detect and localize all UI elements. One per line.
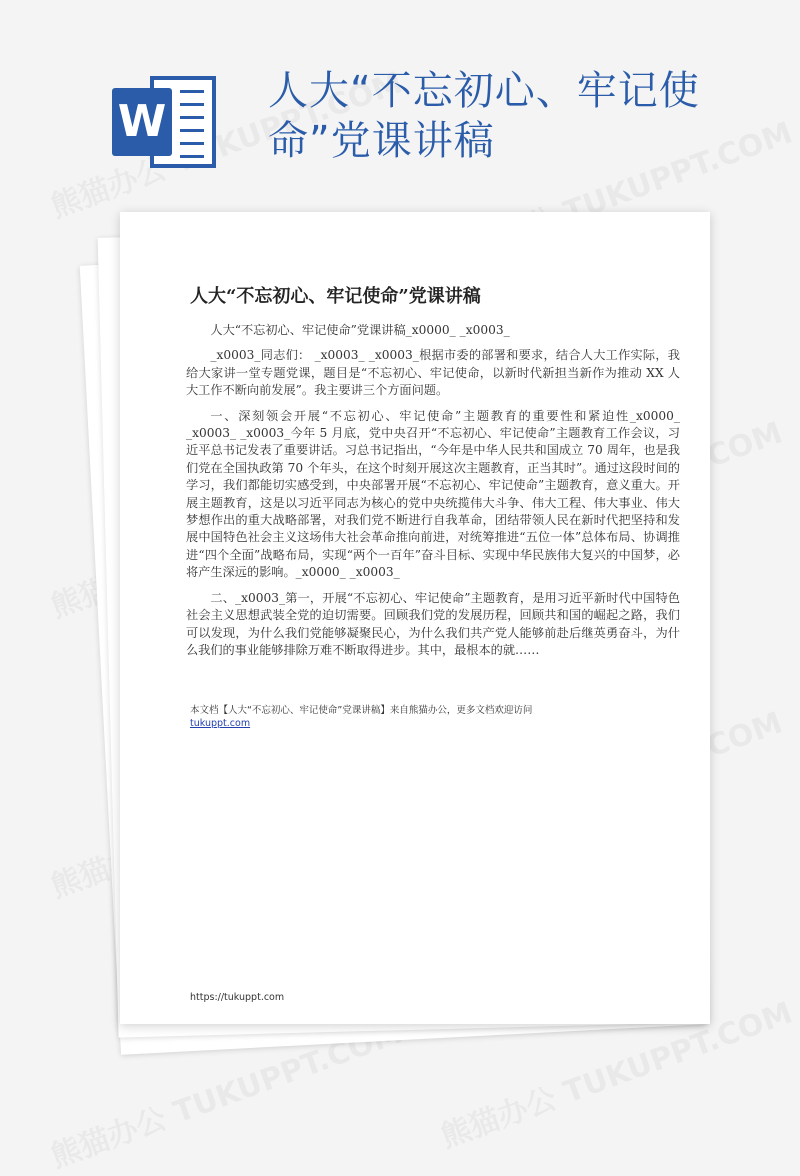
source-footnote	[190, 704, 670, 730]
paragraph: 人大“不忘初心、牢记使命”党课讲稿_x0000_ _x0003_	[210, 323, 510, 337]
paragraph: 一、深刻领会开展“不忘初心、牢记使命”主题教育的重要性和紧迫性_x0000_ _x0003_ _x0003_今年 5 月底，党中央召开“不忘初心、牢记使命”主题教育工作会议，习近平总书记发表了重要讲话。习总书记指出，“今年是中华人民共和国成立 70 周年，也是我们党在全国执政第 70 个年头，在这个时刻开展这次主题教育，正当其时”。通过这段时间的学习，我们都能切实感受到，中央部署开展“不忘初心、牢记使命”主题教育，意义重大。开展主题教育，这是以习近平同志为核心的党中央统揽伟大斗争、伟大工程、伟大事业、伟大梦想作出的重大战略部署，对我们党不断进行自我革命，团结带领人民在新时代把坚持和发展中国特色社会主义这场伟大社会革命推向前进，对统筹推进“五位一体”总体布局、协调推进“四个全面”战略布局，实现“两个一百年”奋斗目标、实现中华民族伟大复兴的中国梦，必将产生深远的影响。_x0000_ _x0003_	[186, 408, 680, 580]
paragraph: 二、_x0003_第一，开展“不忘初心、牢记使命”主题教育，是用习近平新时代中国特色社会主义思想武装全党的迫切需要。回顾我们党的发展历程，回顾共和国的崛起之路，我们可以发现，为什么我们党能够凝聚民心，为什么我们共产党人能够前赴后继英勇奋斗，为什么我们的事业能够排除万难不断取得进步。其中，最根本的就……	[186, 590, 680, 657]
document-page	[120, 212, 710, 1024]
footnote-link[interactable]: tukuppt.com	[190, 718, 251, 729]
document-body	[186, 322, 680, 667]
word-icon-letter: W	[112, 88, 172, 156]
word-icon	[112, 76, 216, 168]
document-heading: 人大“不忘初心、牢记使命”党课讲稿	[190, 286, 481, 307]
banner-title: 人大“不忘初心、牢记使命”党课讲稿	[268, 68, 700, 164]
paragraph: _x0003_同志们： _x0003_ _x0003_根据市委的部署和要求，结合人大工作实际，我给大家讲一堂专题党课，题目是“不忘初心、牢记使命，以新时代新担当新作为推动 XX 人大工作不断向前发展”。我主要讲三个方面问题。	[186, 348, 680, 398]
footnote-text: 本文档【人大“不忘初心、牢记使命”党课讲稿】来自熊猫办公，更多文档欢迎访问	[190, 705, 533, 716]
page-footer-url: https://tukuppt.com	[190, 992, 285, 1003]
